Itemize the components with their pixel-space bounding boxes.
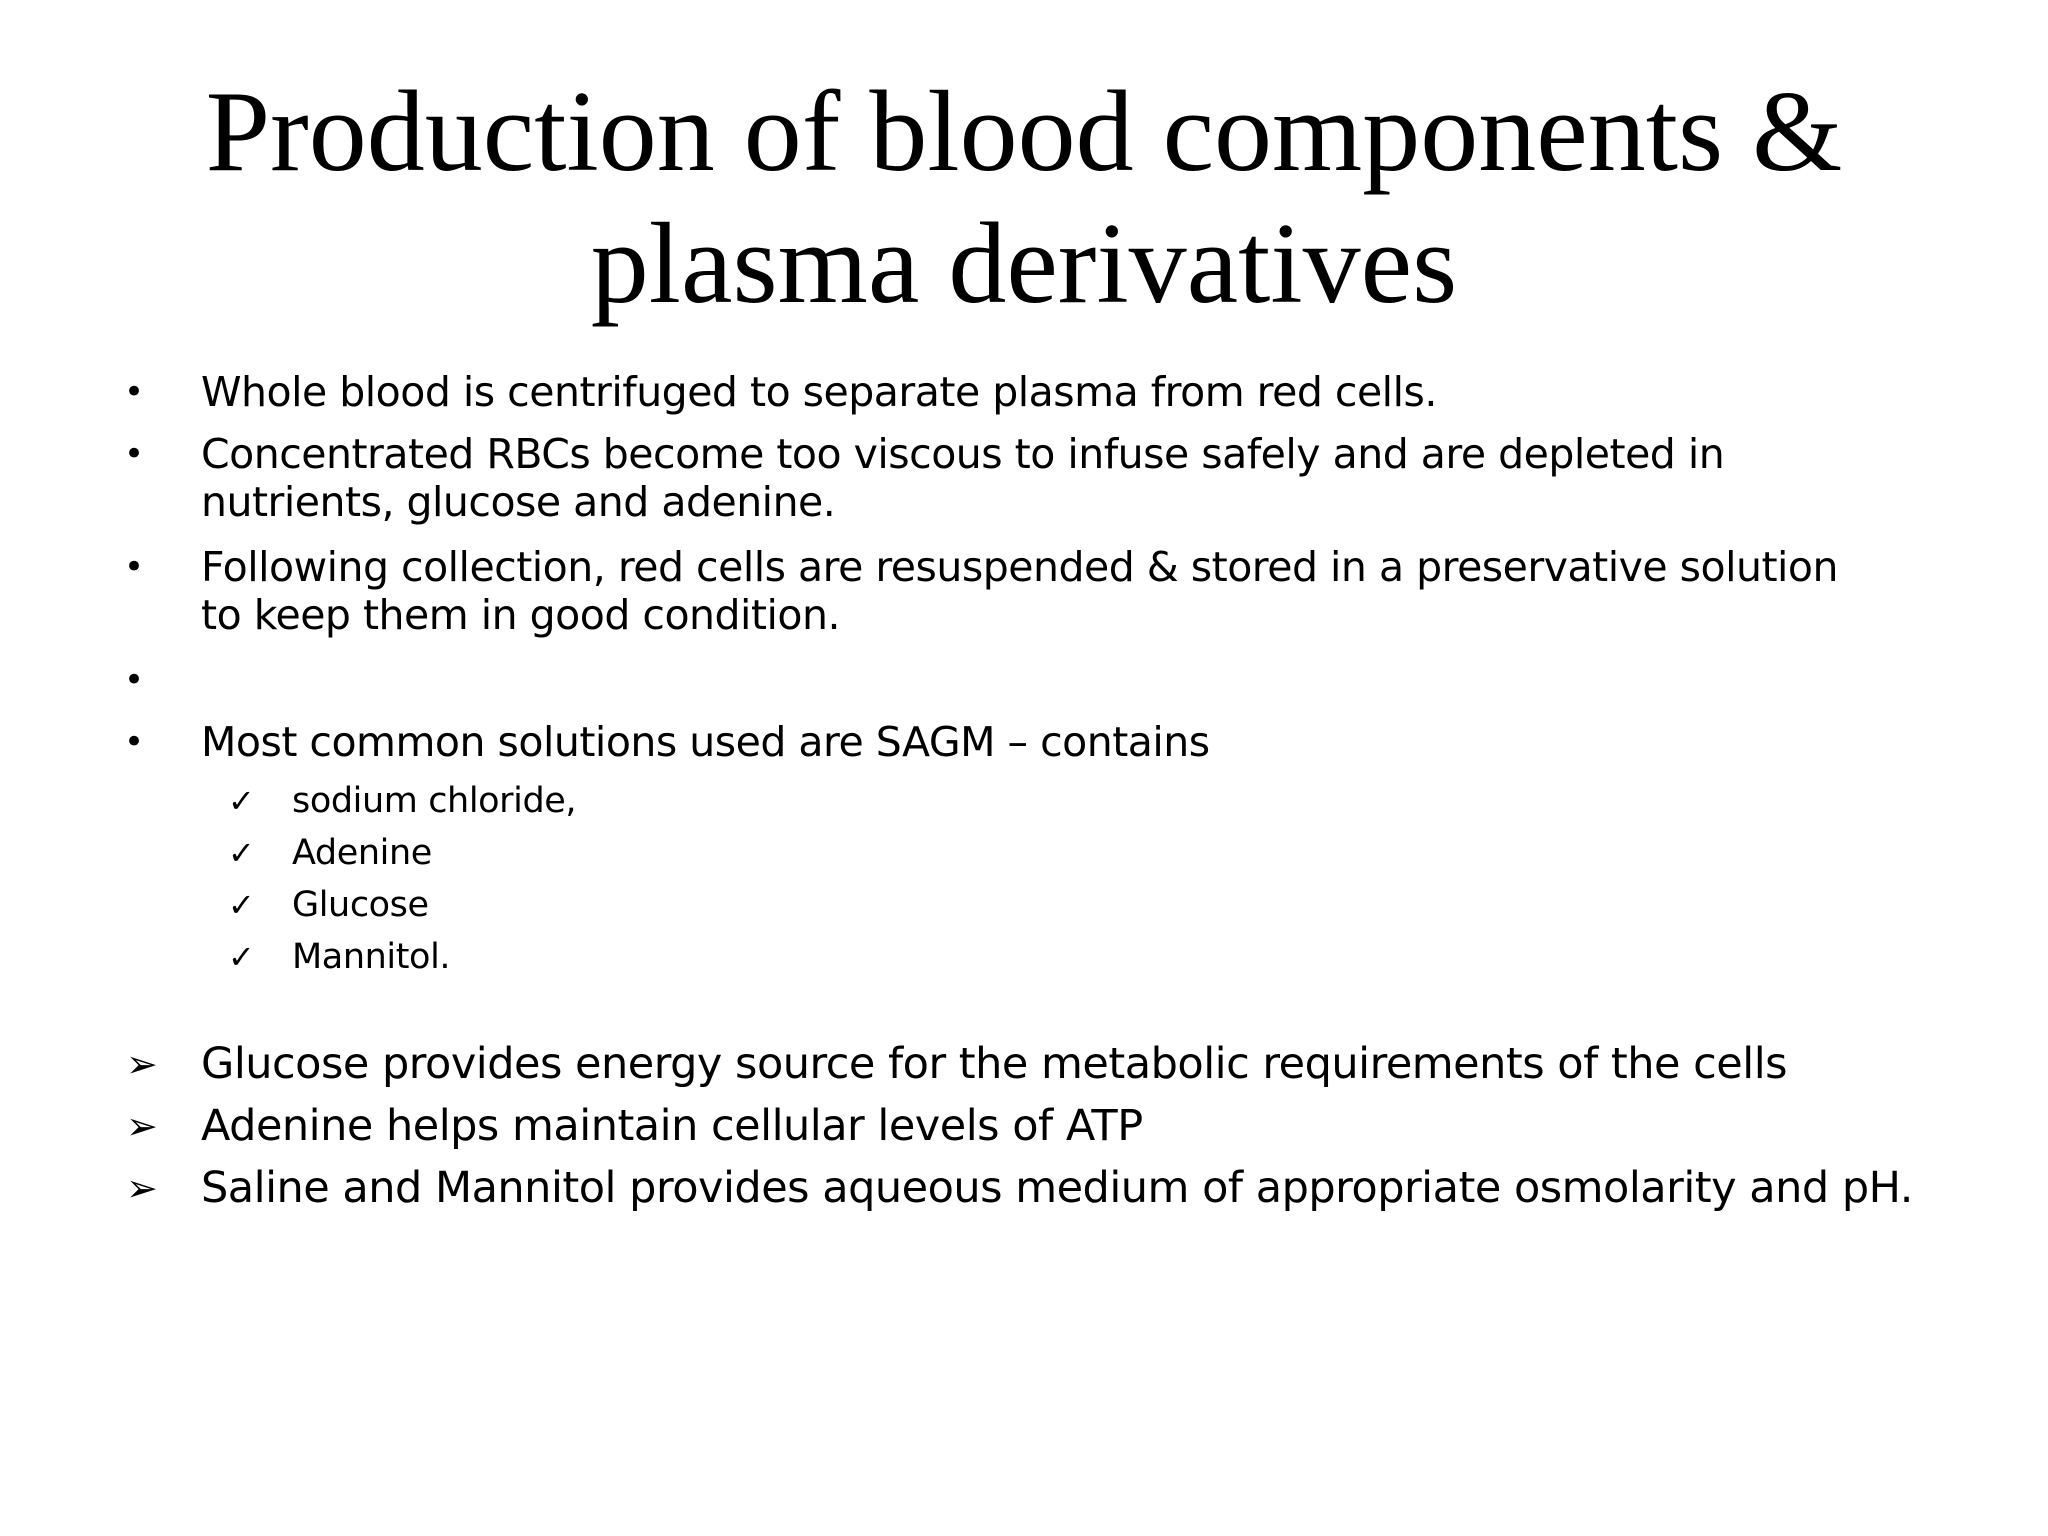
checkmark-icon: ✓ [228, 938, 255, 976]
arrow-item-text: Saline and Mannitol provides aqueous medium of appropriate osmolarity and pH. [201, 1163, 1913, 1213]
arrow-item-text: Adenine helps maintain cellular levels of ATP [201, 1101, 1143, 1151]
arrow-bullet-icon: ➢ [126, 1166, 158, 1210]
check-item-text: Mannitol. [292, 937, 451, 977]
bullet-marker: • [124, 660, 145, 700]
arrow-bullet-icon: ➢ [126, 1104, 158, 1148]
arrow-bullet-icon: ➢ [126, 1042, 158, 1086]
bullet-text-line-2: to keep them in good condition. [201, 591, 840, 639]
arrow-item-text: Glucose provides energy source for the metabolic requirements of the cells [201, 1039, 1788, 1089]
bullet-marker: • [124, 372, 145, 412]
checkmark-icon: ✓ [228, 886, 255, 924]
slide-title [0, 66, 2048, 330]
slide-title-line-1: Production of blood components & [205, 68, 1843, 196]
bullet-text: Whole blood is centrifuged to separate plasma from red cells. [201, 368, 1437, 416]
checkmark-icon: ✓ [228, 834, 255, 872]
slide-title-line-2: plasma derivatives [590, 200, 1458, 328]
bullet-marker: • [124, 547, 145, 587]
checkmark-icon: ✓ [228, 782, 255, 820]
check-item-text: Adenine [292, 833, 432, 873]
bullet-text-line-2: nutrients, glucose and adenine. [201, 478, 836, 526]
check-item-text: sodium chloride, [292, 781, 577, 821]
bullet-marker: • [124, 722, 145, 762]
bullet-marker: • [124, 434, 145, 474]
bullet-text-line-1: Concentrated RBCs become too viscous to infuse safely and are depleted in [201, 430, 1725, 478]
check-item-text: Glucose [292, 885, 429, 925]
bullet-text: Most common solutions used are SAGM – contains [201, 718, 1210, 766]
bullet-text-line-1: Following collection, red cells are resuspended & stored in a preservative solution [201, 543, 1838, 591]
